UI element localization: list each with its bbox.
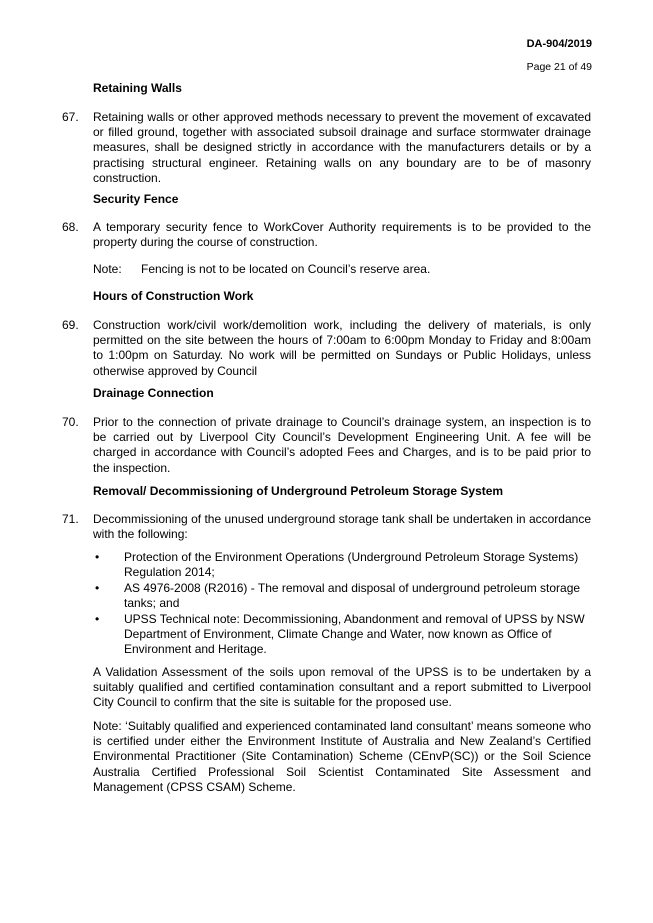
section-heading-retaining-walls: Retaining Walls	[93, 81, 182, 95]
bullet-item-standard: AS 4976-2008 (R2016) - The removal and disposal of underground petroleum storage tanks; and	[124, 581, 581, 611]
condition-text-69: Construction work/civil work/demolition work, including the delivery of materials, is only permitted on the site between the hours of 7:00am to 6:00pm Monday to Friday and 8:00am to 1:00pm on Saturday. No work will be permitted on Sundays or Public Holidays, unless otherwise approved by Council	[93, 318, 591, 378]
validation-assessment-paragraph: A Validation Assessment of the soils upon removal of the UPSS is to be undertaken by a suitably qualified and certified contamination consultant and a report submitted to Liverpool City Council to confirm that the site is suitable for the proposed use.	[93, 665, 591, 710]
condition-text-68: A temporary security fence to WorkCover Authority requirements is to be provided to the property during the course of construction.	[93, 220, 591, 250]
bullet-item-technical-note: UPSS Technical note: Decommissioning, Abandonment and removal of UPSS by NSW Department of Environment, Climate Change and Water, now known as Office of Environment and Heritage.	[124, 612, 585, 657]
note-text: Fencing is not to be located on Council’s reserve area.	[141, 262, 431, 276]
bullet-marker: •	[95, 550, 100, 564]
condition-number-67: 67.	[62, 110, 79, 124]
condition-number-68: 68.	[62, 220, 79, 234]
page-number: Page 21 of 49	[526, 61, 592, 73]
section-heading-drainage-connection: Drainage Connection	[93, 386, 214, 400]
document-reference: DA-904/2019	[526, 38, 592, 50]
condition-number-69: 69.	[62, 318, 79, 332]
condition-text-67: Retaining walls or other approved methods necessary to prevent the movement of excavated or filled ground, together with associated subsoil drainage and surface stormwater drainage measures, shall be designed strictly in accordance with the manufacturers details or by a practising structural engineer. Retaining walls on any boundary are to be of masonry construction.	[93, 110, 591, 185]
section-heading-upss-decommissioning: Removal/ Decommissioning of Underground Petroleum Storage System	[93, 484, 504, 498]
bullet-item-regulation: Protection of the Environment Operations (Underground Petroleum Storage Systems) Regulation 2014;	[124, 550, 579, 580]
note-label: Note:	[93, 262, 122, 276]
condition-text-71: Decommissioning of the unused underground storage tank shall be undertaken in accordance with the following:	[93, 512, 591, 542]
bullet-marker: •	[95, 581, 100, 595]
fence-note	[93, 262, 430, 277]
consultant-definition-note: Note: ‘Suitably qualified and experienced contaminated land consultant’ means someone who is certified under either the Environment Institute of Australia and New Zealand’s Certified Environmental Practitioner (Site Contamination) Scheme (CEnvP(SC)) or the Soil Science Australia Certified Professional Soil Scientist Contaminated Site Assessment and Management (CPSS CSAM) Scheme.	[93, 719, 591, 794]
condition-text-70: Prior to the connection of private drainage to Council’s drainage system, an inspection is to be carried out by Liverpool City Council’s Development Engineering Unit. A fee will be charged in accordance with Council’s adopted Fees and Charges, and is to be paid prior to the inspection.	[93, 415, 591, 475]
condition-number-70: 70.	[62, 415, 79, 429]
bullet-marker: •	[95, 612, 100, 626]
section-heading-hours-of-construction: Hours of Construction Work	[93, 289, 254, 303]
condition-number-71: 71.	[62, 512, 79, 526]
section-heading-security-fence: Security Fence	[93, 192, 179, 206]
